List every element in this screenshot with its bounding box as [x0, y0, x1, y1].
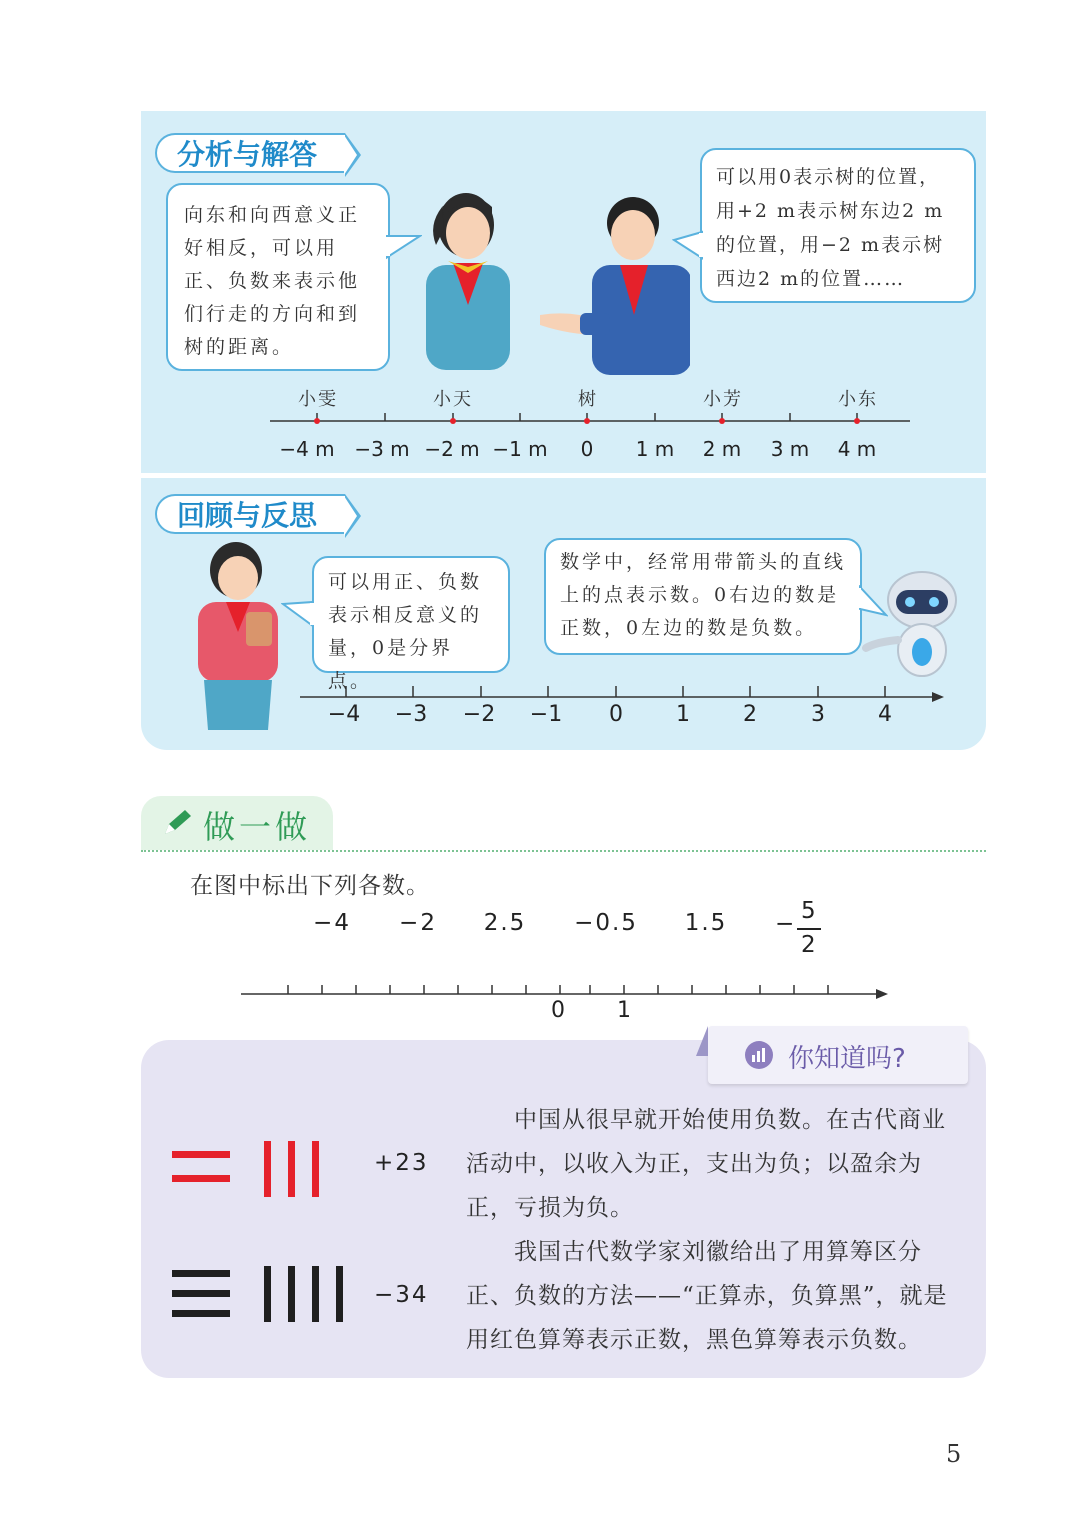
know-tag [708, 1026, 968, 1084]
analysis-tick-8: 4 m [837, 437, 877, 461]
know-title: 你知道吗? [788, 1044, 906, 1074]
fraction-denominator: 2 [801, 932, 816, 958]
fraction-sign: − [775, 911, 795, 937]
review-tick-0: −4 [327, 702, 361, 727]
name-label-xiaowen: 小雯 [298, 389, 338, 410]
analysis-tag [155, 133, 345, 173]
page-number: 5 [946, 1440, 962, 1468]
task-number-0: −4 [313, 910, 351, 936]
task-title: 做一做 [203, 808, 312, 846]
analysis-tick-5: 1 m [635, 437, 675, 461]
black-counting-rods [168, 1264, 353, 1326]
girl-red-illustration [188, 540, 288, 735]
fraction-bar [797, 928, 821, 930]
analysis-tick-0: −4 m [279, 437, 335, 461]
point-xiaofang [719, 418, 725, 424]
review-tick-5: 1 [676, 702, 690, 727]
analysis-tick-7: 3 m [770, 437, 810, 461]
review-left-bubble-text: 可以用正、负数表示相反意义的量，0是分界点。 [328, 571, 483, 692]
analysis-tick-3: −1 m [492, 437, 548, 461]
task-tag [141, 796, 333, 850]
analysis-left-bubble [166, 183, 390, 371]
task-number-2: 2.5 [483, 910, 527, 936]
black-rod-value: −34 [374, 1282, 429, 1308]
know-paragraph-2: 我国古代数学家刘徽给出了用算筹区分正、负数的方法——“正算赤，负算黑”，就是用红色算筹表示正数，黑色算筹表示负数。 [466, 1239, 948, 1353]
review-right-bubble [544, 538, 862, 655]
analysis-tick-6: 2 m [702, 437, 742, 461]
review-tick-7: 3 [811, 702, 825, 727]
name-label-xiaotian: 小天 [433, 389, 473, 410]
know-tag-corner [696, 1026, 710, 1056]
task-number-3: −0.5 [574, 910, 638, 936]
review-tick-2: −2 [462, 702, 496, 727]
analysis-number-line [265, 405, 915, 435]
review-left-bubble [312, 556, 510, 692]
name-label-tree: 树 [578, 389, 598, 410]
task-fraction [775, 898, 825, 962]
point-xiaotian [450, 418, 456, 424]
red-rod-value: +23 [374, 1150, 429, 1176]
analysis-right-bubble [700, 148, 976, 303]
review-left-bubble-pointer [281, 600, 315, 630]
name-label-xiaodong: 小东 [838, 389, 878, 410]
review-tick-3: −1 [529, 702, 563, 727]
pencil-icon [161, 808, 193, 838]
task-axis-label-0: 0 [551, 998, 565, 1023]
review-tick-8: 4 [878, 702, 892, 727]
analysis-tick-4: 0 [580, 437, 594, 461]
task-axis-label-1: 1 [617, 998, 631, 1023]
point-xiaowen [314, 418, 320, 424]
task-number-4: 1.5 [684, 910, 728, 936]
analysis-left-bubble-text: 向东和向西意义正好相反，可以用正、负数来表示他们行走的方向和到树的距离。 [184, 204, 361, 358]
red-counting-rods [168, 1135, 328, 1205]
girl-xiaowen-illustration [408, 185, 528, 380]
analysis-tag-label: 分析与解答 [177, 138, 318, 171]
task-divider [141, 850, 986, 852]
point-tree [584, 418, 590, 424]
analysis-right-bubble-text: 可以用0表示树的位置，用+2 m表示树东边2 m的位置，用−2 m表示树西边2 m的位置…… [716, 166, 945, 290]
robot-illustration [862, 570, 962, 680]
review-tag-label: 回顾与反思 [177, 499, 318, 532]
review-tag [155, 494, 345, 534]
analysis-tick-2: −2 m [424, 437, 480, 461]
task-number-1: −2 [399, 910, 437, 936]
boy-xiaotian-illustration [540, 185, 690, 380]
chart-icon [744, 1040, 774, 1070]
task-instruction: 在图中标出下列各数。 [190, 873, 430, 899]
point-xiaodong [854, 418, 860, 424]
review-tick-4: 0 [609, 702, 623, 727]
review-right-bubble-text: 数学中，经常用带箭头的直线上的点表示数。0右边的数是正数，0左边的数是负数。 [560, 551, 847, 639]
analysis-right-bubble-pointer [672, 230, 704, 264]
name-label-xiaofang: 小芳 [703, 389, 743, 410]
fraction-numerator: 5 [801, 898, 816, 924]
analysis-tick-1: −3 m [354, 437, 410, 461]
know-paragraph-1: 中国从很早就开始使用负数。在古代商业活动中，以收入为正，支出为负；以盈余为正，亏损为负。 [466, 1107, 946, 1221]
review-tick-1: −3 [394, 702, 428, 727]
review-tick-6: 2 [743, 702, 757, 727]
